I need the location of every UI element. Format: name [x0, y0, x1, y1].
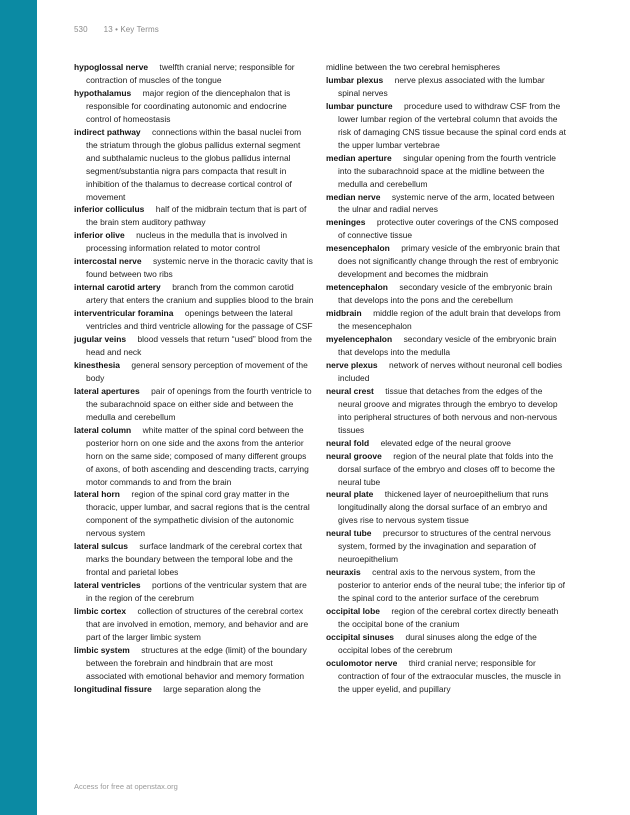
glossary-definition: region of the neural plate that folds into the dorsal surface of the embryo and closes off to become the neural tube: [338, 450, 555, 487]
glossary-definition: portions of the ventricular system that are in the region of the cerebrum: [86, 580, 307, 604]
glossary-entry: [326, 74, 566, 100]
glossary-definition: collection of structures of the cerebral cortex that are involved in emotion, memory, and behavior and are part of the larger limbic system: [86, 606, 309, 642]
glossary-definition: network of nerves without neuronal cell bodies included: [338, 359, 563, 383]
glossary-term: neural groove: [326, 450, 382, 461]
glossary-entry: [326, 657, 566, 696]
glossary-definition: thickened layer of neuroepithelium that runs longitudinally along the dorsal surface of an embryo and gives rise to nervous system tissue: [338, 489, 549, 526]
glossary-entry: [326, 307, 566, 333]
glossary-term: lateral ventricles: [74, 580, 141, 591]
glossary-term: occipital lobe: [326, 606, 380, 617]
glossary-term: indirect pathway: [74, 126, 141, 137]
glossary-term: oculomotor nerve: [326, 657, 398, 668]
glossary-definition: region of the spinal cord gray matter in the thoracic, upper lumbar, and sacral regions that is the central component of the sympathetic division of the autonomic nervous system: [86, 489, 310, 539]
glossary-entry: [326, 488, 566, 527]
glossary-term: neuraxis: [326, 567, 361, 578]
glossary-term: lumbar plexus: [326, 74, 384, 85]
glossary-definition: secondary vesicle of the embryonic brain that develops into the medulla: [338, 334, 557, 357]
chapter-number: 13: [103, 25, 113, 34]
glossary-term: occipital sinuses: [326, 631, 394, 642]
glossary-term: lateral horn: [74, 489, 120, 500]
glossary-definition: white matter of the spinal cord between the posterior horn on one side and the axons from the anterior horn on the same side; composed of many different groups of axons, of both ascending and descending tracts, carrying motor commands to and from the brain: [86, 424, 309, 487]
glossary-entry: [74, 126, 314, 204]
glossary-definition: singular opening from the fourth ventricle into the subarachnoid space at the midline between the medulla and cerebellum: [338, 152, 556, 189]
glossary-entry: [326, 527, 566, 566]
glossary-term: metencephalon: [326, 282, 388, 293]
glossary-definition: major region of the diencephalon that is responsible for coordinating autonomic and endocrine control of homeostasis: [86, 87, 291, 124]
glossary-term: hypothalamus: [74, 87, 132, 98]
glossary-entry: [74, 203, 314, 229]
right-column: [326, 61, 566, 696]
glossary-entry: [74, 61, 314, 87]
glossary-entry: [326, 100, 566, 152]
left-column: [74, 61, 314, 696]
glossary-entry: [74, 385, 314, 424]
glossary-term: neural tube: [326, 528, 372, 539]
glossary-term: nerve plexus: [326, 359, 378, 370]
glossary-definition: openings between the lateral ventricles and third ventricle allowing for the passage of CSF: [86, 308, 313, 332]
page-footer: Access for free at openstax.org: [74, 782, 178, 791]
glossary-entry: [74, 229, 314, 255]
glossary-definition: nucleus in the medulla that is involved in processing information related to motor control: [86, 230, 288, 254]
glossary-entry: [326, 281, 566, 307]
glossary-entry: [326, 191, 566, 217]
glossary-term: neural fold: [326, 437, 370, 448]
glossary-definition: precursor to structures of the central nervous system, formed by the invagination and separation of neuroepithelium: [338, 528, 551, 565]
glossary-entry: [74, 255, 314, 281]
glossary-entry: [74, 644, 314, 683]
glossary-term: hypoglossal nerve: [74, 62, 149, 72]
glossary-entry: [74, 540, 314, 579]
glossary-definition: surface landmark of the cerebral cortex that marks the boundary between the temporal lobe and the frontal and parietal lobes: [86, 541, 303, 578]
glossary-entry: [326, 333, 566, 359]
glossary-definition: pair of openings from the fourth ventricle to the subarachnoid space on either side and between the medulla and cerebellum: [86, 385, 312, 422]
glossary-entry: [326, 385, 566, 437]
glossary-entry: [326, 566, 566, 605]
glossary-entry: [74, 333, 314, 359]
glossary-term: intercostal nerve: [74, 256, 142, 267]
glossary-term: longitudinal fissure: [74, 683, 152, 694]
separator: [96, 25, 101, 34]
glossary-definition: large separation along the: [163, 683, 261, 694]
glossary-entry: [74, 87, 314, 126]
glossary-definition: elevated edge of the neural groove: [380, 437, 511, 448]
chapter-title: Key Terms: [120, 25, 159, 34]
continued-definition: [326, 61, 566, 74]
glossary-definition: general sensory perception of movement of the body: [86, 359, 308, 383]
glossary-definition: dural sinuses along the edge of the occipital lobes of the cerebrum: [338, 631, 537, 655]
glossary-term: inferior colliculus: [74, 204, 145, 215]
glossary-entry: [326, 216, 566, 242]
glossary-entry: [326, 359, 566, 385]
glossary-definition: connections within the basal nuclei from the striatum through the globus pallidus external segment and subthalamic nucleus to the globus pallidus internal segment/substantia nigra pars compacta that result in inhibition of the thalamus to decrease cortical control of movement: [86, 126, 302, 202]
glossary-term: meninges: [326, 217, 366, 228]
glossary-definition: blood vessels that return “used” blood from the head and neck: [86, 334, 312, 357]
glossary-term: lumbar puncture: [326, 100, 393, 111]
glossary-entry: [74, 281, 314, 307]
glossary-entry: [326, 631, 566, 657]
glossary-definition: half of the midbrain tectum that is part of the brain stem auditory pathway: [86, 204, 307, 228]
glossary-definition: region of the cerebral cortex directly beneath the occipital bone of the cranium: [338, 606, 559, 629]
glossary-definition: twelfth cranial nerve; responsible for contraction of muscles of the tongue: [86, 62, 295, 85]
glossary-entry: [74, 683, 314, 696]
glossary-definition: systemic nerve of the arm, located between the ulnar and radial nerves: [338, 191, 555, 215]
glossary-definition: structures at the edge (limit) of the boundary between the forebrain and hindbrain that are most associated with emotional behavior and memory formation: [86, 644, 307, 681]
glossary-definition: central axis to the nervous system, from the posterior to anterior ends of the neural tube; the inferior tip of the spinal cord to the anterior surface of the cerebrum: [338, 567, 566, 604]
glossary-entry: [326, 152, 566, 191]
glossary-definition: middle region of the adult brain that develops from the mesencephalon: [338, 308, 561, 332]
glossary-term: interventricular foramina: [74, 308, 174, 319]
glossary-term: jugular veins: [74, 334, 127, 345]
definition: midline between the two cerebral hemispheres: [326, 62, 500, 72]
glossary-term: limbic system: [74, 644, 130, 655]
glossary-term: lateral apertures: [74, 385, 140, 396]
glossary-term: neural crest: [326, 385, 374, 396]
glossary-definition: tissue that detaches from the edges of the neural groove and migrates through the embryo to develop into peripheral structures of both nervous and non-nervous tissues: [338, 385, 558, 435]
glossary-term: midbrain: [326, 308, 362, 319]
glossary-entry: [326, 437, 566, 450]
glossary-term: myelencephalon: [326, 334, 393, 345]
glossary-definition: protective outer coverings of the CNS composed of connective tissue: [338, 217, 559, 241]
glossary-term: lateral sulcus: [74, 541, 128, 552]
glossary-definition: systemic nerve in the thoracic cavity that is found between two ribs: [86, 256, 313, 280]
glossary-term: limbic cortex: [74, 606, 127, 617]
glossary-definition: secondary vesicle of the embryonic brain that develops into the pons and the cerebellum: [338, 282, 553, 306]
glossary-entry: [326, 450, 566, 489]
glossary-definition: primary vesicle of the embryonic brain that does not significantly change through the rest of embryonic development and becomes the midbrain: [338, 243, 560, 280]
glossary-definition: branch from the common carotid artery that enters the cranium and supplies blood to the brain: [86, 282, 314, 306]
glossary-entry: [74, 359, 314, 385]
glossary-term: kinesthesia: [74, 359, 120, 370]
glossary-term: lateral column: [74, 424, 132, 435]
page-header: [74, 25, 159, 34]
glossary-term: inferior olive: [74, 230, 125, 241]
glossary-entry: [74, 605, 314, 644]
glossary-entry: [74, 307, 314, 333]
bullet-separator: •: [115, 25, 121, 34]
glossary-definition: nerve plexus associated with the lumbar spinal nerves: [338, 74, 545, 98]
glossary-term: internal carotid artery: [74, 282, 161, 293]
glossary-term: mesencephalon: [326, 243, 390, 254]
chapter-color-bar: [0, 0, 37, 815]
glossary-term: neural plate: [326, 489, 374, 500]
glossary-entry: [74, 488, 314, 540]
glossary-definition: third cranial nerve; responsible for contraction of four of the extraocular muscles, the muscle in the upper eyelid, and pupillary: [338, 657, 561, 694]
glossary-definition: procedure used to withdraw CSF from the lower lumbar region of the vertebral column that avoids the risk of damaging CNS tissue because the spinal cord ends at the upper lumbar vertebrae: [338, 100, 566, 150]
glossary-entry: [326, 242, 566, 281]
glossary-entry: [74, 424, 314, 489]
glossary-entry: [74, 579, 314, 605]
glossary-entry: [326, 605, 566, 631]
page-number: 530: [74, 25, 88, 34]
glossary-term: median aperture: [326, 152, 392, 163]
glossary-term: median nerve: [326, 191, 381, 202]
